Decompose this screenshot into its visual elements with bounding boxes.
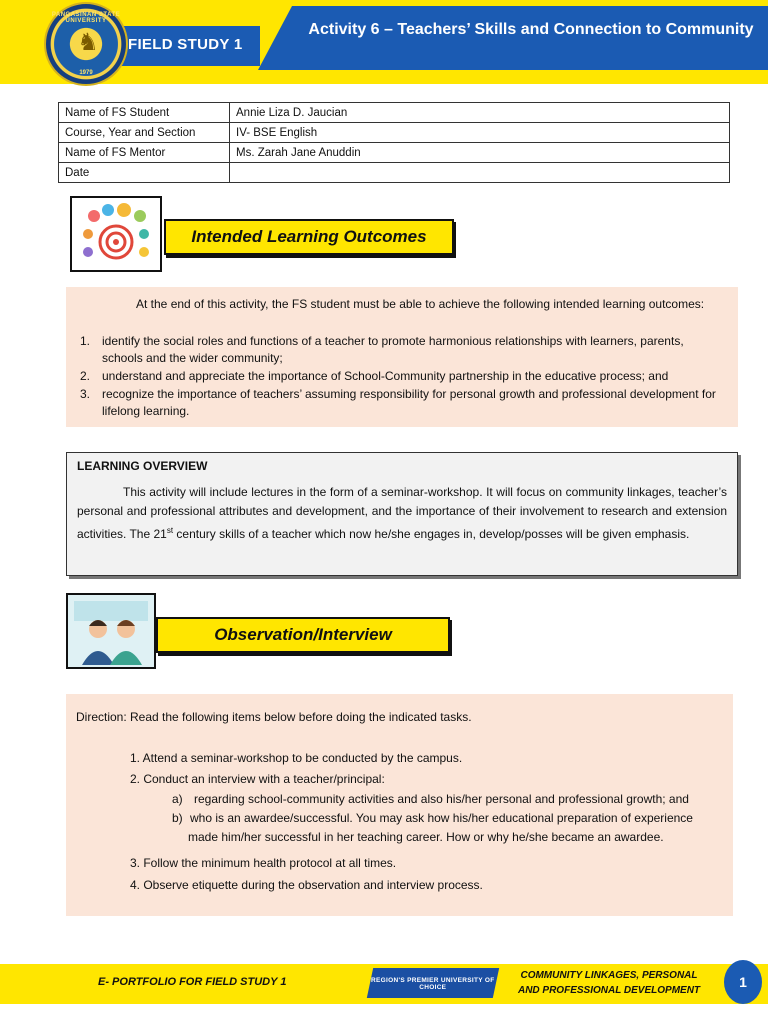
table-row — [59, 163, 730, 183]
table-row — [59, 103, 730, 123]
list-item: 3. Follow the minimum health protocol at all times. — [130, 856, 397, 870]
task-list-continued — [130, 852, 483, 896]
ilo-intro: At the end of this activity, the FS student must be able to achieve the following intended learning outcomes: — [136, 297, 705, 311]
observation-icon-box — [66, 593, 156, 669]
list-item: 1. identify the social roles and functions of a teacher to promote harmonious relationships with learners, parents, schools and the wider community; — [80, 334, 684, 365]
interview-people-icon — [68, 595, 154, 667]
ilo-list — [80, 333, 720, 421]
list-item: 2. Conduct an interview with a teacher/principal: — [130, 772, 385, 786]
observation-block — [66, 694, 733, 916]
footer-left-text: E- PORTFOLIO FOR FIELD STUDY 1 — [98, 976, 287, 988]
list-item: a) regarding school-community activities and also his/her personal and professional growth; and — [172, 792, 689, 806]
footer-right-text: COMMUNITY LINKAGES, PERSONAL AND PROFESSIONAL DEVELOPMENT — [517, 970, 701, 996]
subtask-list — [172, 790, 712, 847]
footer-slogan-banner — [367, 968, 499, 998]
row-value: IV- BSE English — [230, 123, 730, 143]
direction-text: Direction: Read the following items below before doing the indicated tasks. — [76, 710, 472, 724]
observation-heading: Observation/Interview — [156, 617, 450, 653]
overview-text: This activity will include lectures in the form of a seminar-workshop. It will focus on community linkages, teacher’s personal and professional attributes and development, and the importance of their involvement to research and extension activities. The 21st century skills of a teacher which now he/she engages in, develop/posses will be given emphasis. — [77, 485, 727, 541]
learning-overview-box — [66, 452, 738, 576]
footer-slogan: REGION'S PREMIER UNIVERSITY OF CHOICE — [371, 977, 495, 991]
task-list — [130, 748, 462, 790]
course-label: FIELD STUDY 1 — [128, 36, 243, 53]
target-ideas-icon — [72, 198, 160, 270]
activity-title: Activity 6 – Teachers’ Skills and Connection to Community — [308, 21, 754, 38]
row-label: Name of FS Mentor — [59, 143, 230, 163]
list-item: 1. Attend a seminar-workshop to be conducted by the campus. — [130, 751, 463, 765]
list-item: 4. Observe etiquette during the observation and interview process. — [130, 878, 483, 892]
list-item: 2. understand and appreciate the importance of School-Community partnership in the educative process; and — [80, 369, 669, 383]
table-row — [59, 143, 730, 163]
ilo-block — [66, 287, 738, 427]
page-number: 1 — [724, 960, 762, 1004]
student-info-table — [58, 102, 730, 183]
row-label: Course, Year and Section — [59, 123, 230, 143]
row-value: Ms. Zarah Jane Anuddin — [230, 143, 730, 163]
row-label: Name of FS Student — [59, 103, 230, 123]
list-item: b) who is an awardee/successful. You may ask how his/her educational preparation of experience made him/her successful in her teaching career. How or why he/she became an awardee. — [172, 811, 693, 844]
list-item: 3. recognize the importance of teachers’ assuming responsibility for personal growth and professional development for lifelong learning. — [80, 387, 716, 418]
ilo-heading: Intended Learning Outcomes — [164, 219, 454, 255]
table-row — [59, 123, 730, 143]
lion-icon: ♞ — [77, 29, 99, 56]
ilo-icon-box — [70, 196, 162, 272]
university-seal-logo: PANGASINAN STATE UNIVERSITY ♞ 1979 — [44, 2, 128, 86]
row-value — [230, 163, 730, 183]
row-label: Date — [59, 163, 230, 183]
row-value: Annie Liza D. Jaucian — [230, 103, 730, 123]
overview-title: LEARNING OVERVIEW — [77, 459, 208, 473]
